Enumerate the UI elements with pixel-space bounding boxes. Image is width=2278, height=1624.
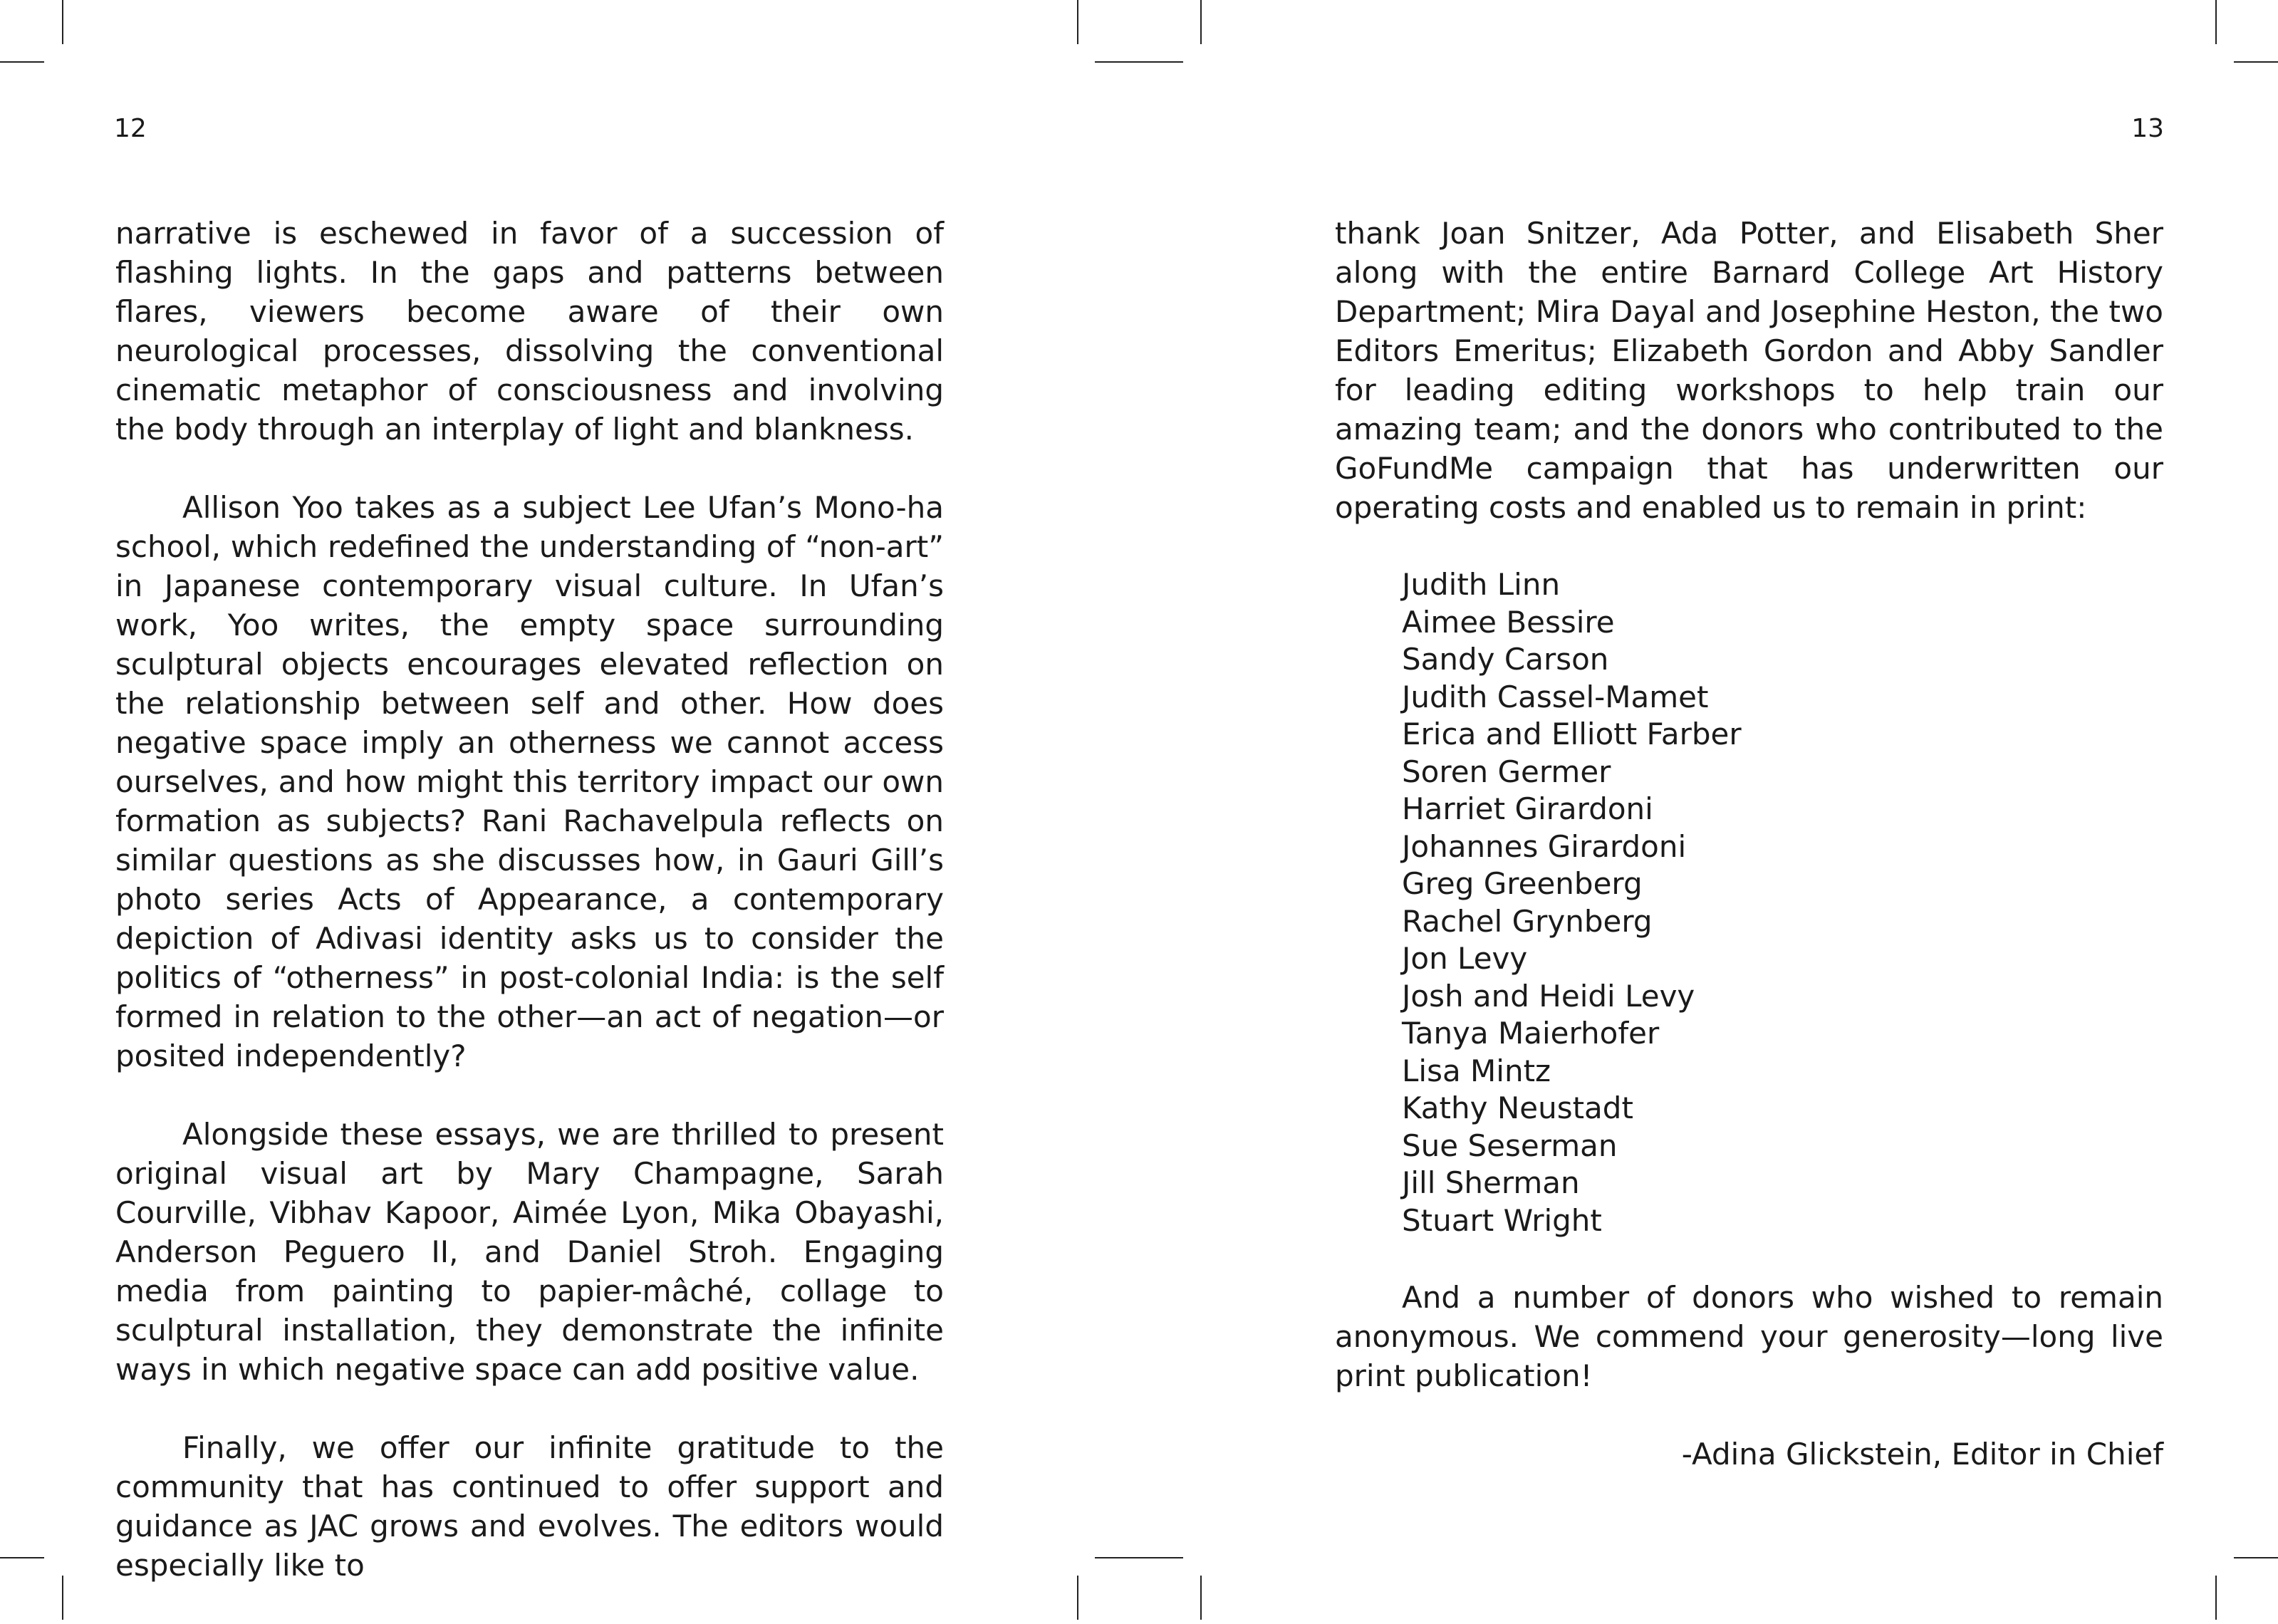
donor-name: Judith Linn <box>1402 567 1561 602</box>
body-text-column <box>1335 214 2163 1474</box>
donor-name: Greg Greenberg <box>1402 866 1643 901</box>
paragraph: Allison Yoo takes as a subject Lee Ufan’s Mono-ha school, which redefined the understanding of “non-art” in Japanese contemporary visual culture. In Ufan’s work, Yoo writes, the empty space surrounding sculptural objects encourages elevated reflection on the relationship between self and other. How does negative space imply an otherness we cannot access ourselves, and how might this territory impact our own formation as subjects? Rani Rachavelpula reflects on similar questions as she discusses how, in Gauri Gill’s photo series Acts of Appearance, a contemporary depiction of Adivasi identity asks us to consider the politics of “otherness” in post-colonial India: is the self formed in relation to the other—an act of negation—or posited independently? <box>115 490 944 1073</box>
body-text-column <box>115 214 944 1624</box>
donor-name: Rachel Grynberg <box>1402 903 1653 939</box>
donor-name: Jon Levy <box>1402 941 1528 976</box>
donor-name: Josh and Heidi Levy <box>1402 978 1695 1014</box>
donor-name: Stuart Wright <box>1402 1202 1602 1238</box>
acknowledgments-paragraph: thank Joan Snitzer, Ada Potter, and Elisabeth Sher along with the entire Barnard College Art History Department; Mira Dayal and Josephine Heston, the two Editors Emeritus; Elizabeth Gordon and Abby Sandler for leading editing workshops to help train our amazing team; and the donors who contributed to the GoFundMe campaign that has underwritten our operating costs and enabled us to remain in print: <box>1335 216 2163 525</box>
signature: -Adina Glickstein, Editor in Chief <box>1681 1437 2163 1472</box>
closing-paragraph: And a number of donors who wished to remain anonymous. We commend your generosity—long live print publication! <box>1335 1280 2163 1393</box>
left-page <box>0 0 1139 1620</box>
donor-list <box>1335 566 2163 1239</box>
donor-name: Aimee Bessire <box>1402 604 1615 640</box>
donor-name: Harriet Girardoni <box>1402 791 1653 826</box>
page-number: 13 <box>2131 114 2164 143</box>
donor-name: Tanya Maierhofer <box>1402 1016 1660 1051</box>
donor-name: Johannes Girardoni <box>1402 828 1687 864</box>
donor-name: Judith Cassel-Mamet <box>1402 679 1709 714</box>
donor-name: Lisa Mintz <box>1402 1053 1551 1088</box>
paragraph: Alongside these essays, we are thrilled to present original visual art by Mary Champagne, Sarah Courville, Vibhav Kapoor, Aimée Lyon, Mika Obayashi, Anderson Peguero II, and Daniel Stroh. Engaging media from painting to papier-mâché, collage to sculptural installation, they demonstrate the infinite ways in which negative space can add positive value. <box>115 1117 944 1387</box>
donor-name: Sue Seserman <box>1402 1128 1618 1163</box>
page-number: 12 <box>114 114 147 143</box>
donor-name: Soren Germer <box>1402 754 1611 789</box>
donor-name: Kathy Neustadt <box>1402 1091 1633 1125</box>
right-page <box>1139 0 2278 1620</box>
donor-name: Erica and Elliott Farber <box>1402 717 1742 751</box>
paragraph: narrative is eschewed in favor of a succession of flashing lights. In the gaps and patterns between flares, viewers become aware of their own neurological processes, dissolving the conventional cinematic metaphor of consciousness and involving the body through an interplay of light and blankness. <box>115 216 944 447</box>
donor-name: Sandy Carson <box>1402 642 1609 677</box>
donor-name: Jill Sherman <box>1402 1165 1580 1200</box>
paragraph: Finally, we offer our infinite gratitude to the community that has continued to offer support and guidance as JAC grows and evolves. The editors would especially like to <box>115 1430 944 1583</box>
